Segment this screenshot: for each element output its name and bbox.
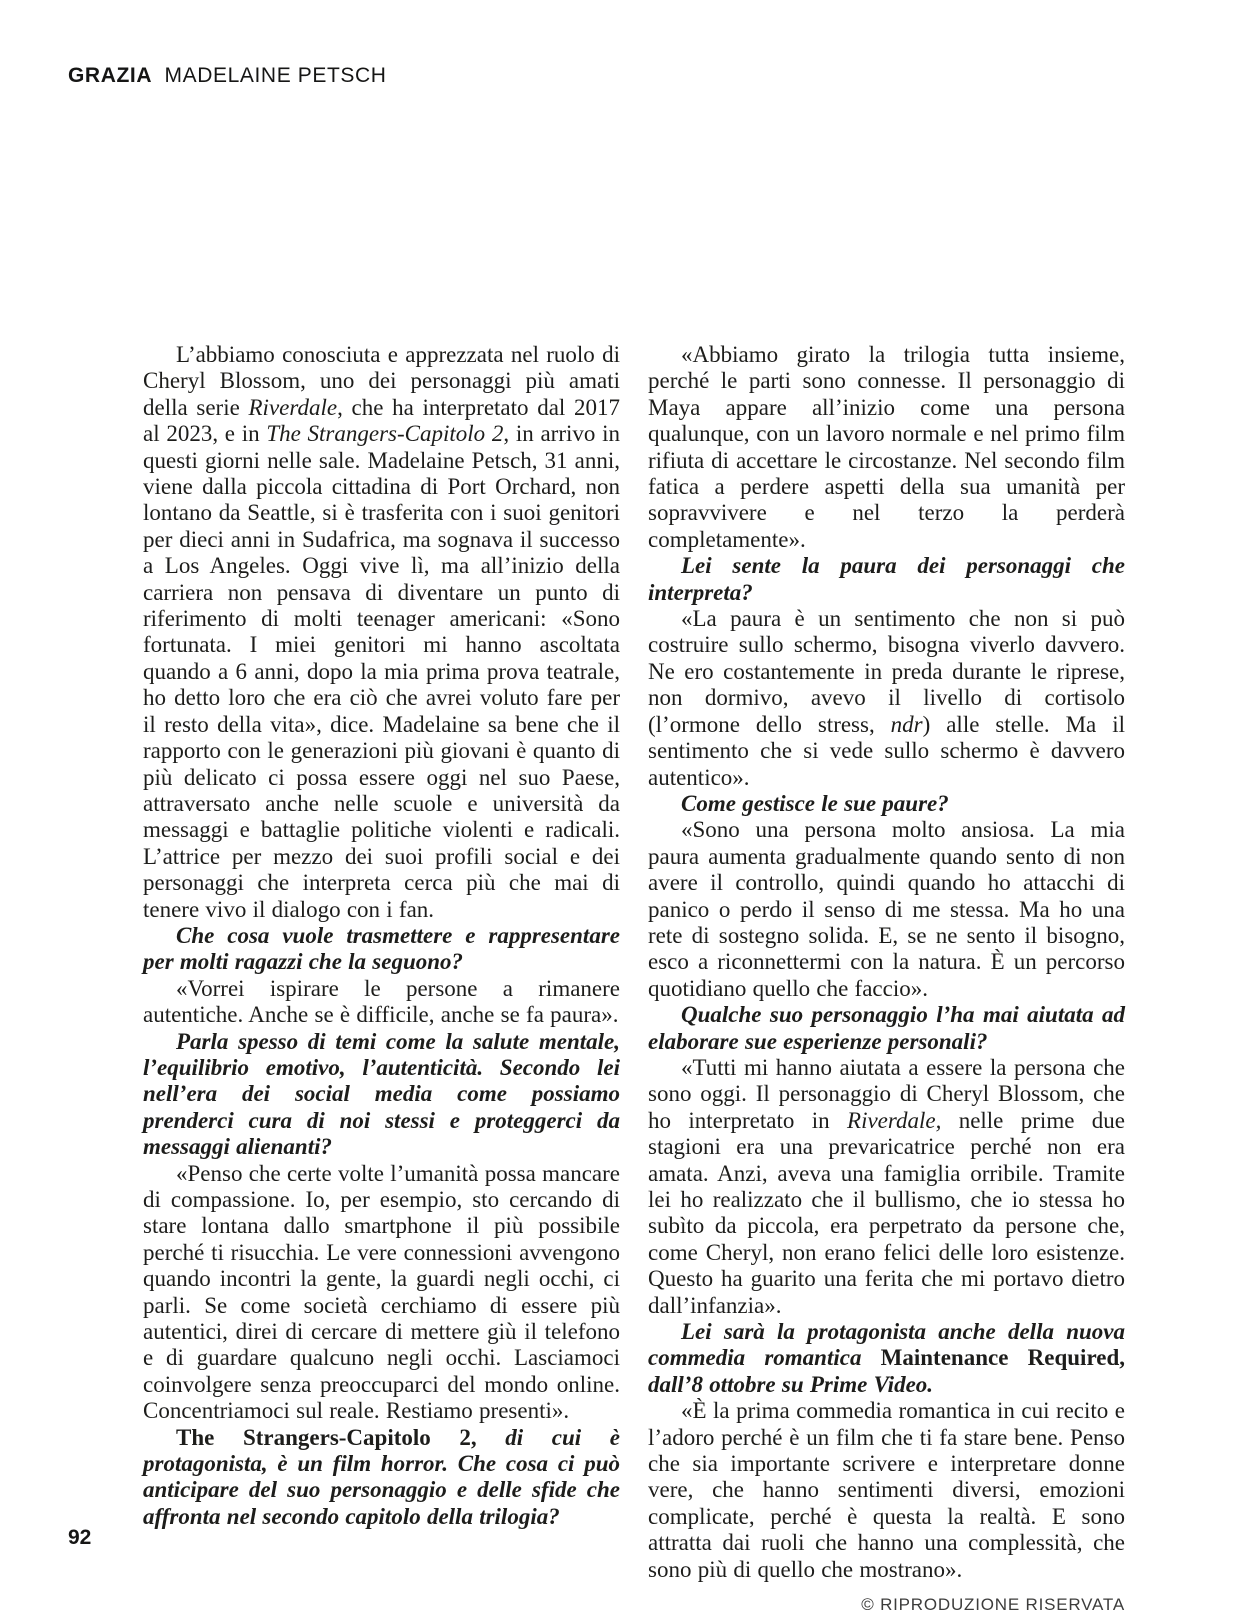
article-paragraph: «Tutti mi hanno aiutata a essere la persona che sono oggi. Il personaggio di Cheryl Blossom, che ho interpretato in Riverdale, nelle prime due stagioni era una prevaricatrice perché non era amata. Anzi, aveva una famiglia orribile. Tramite lei ho realizzato che il bullismo, che io stessa ho subìto da piccola, era perpetrato da persone che, come Cheryl, non erano felici delle loro esistenze. Questo ha guarito una ferita che mi portavo dietro dall’infanzia». <box>648 1054 1125 1318</box>
interview-question: The Strangers-Capitolo 2, di cui è protagonista, è un film horror. Che cosa ci può anticipare del suo personaggio e delle sfide che affronta nel secondo capitolo della trilogia? <box>143 1424 620 1529</box>
magazine-header <box>68 64 387 88</box>
magazine-brand: GRAZIA <box>68 64 153 87</box>
page-number: 92 <box>68 1526 92 1549</box>
interview-question: Lei sente la paura dei personaggi che interpreta? <box>648 553 1125 605</box>
copyright-credit: © RIPRODUZIONE RISERVATA <box>861 1595 1125 1615</box>
article-subject-title: MADELAINE PETSCH <box>164 64 387 87</box>
article-paragraph: «È la prima commedia romantica in cui recito e l’adoro perché è un film che ti fa stare bene. Penso che sia importante scrivere e interpretare donne vere, che hanno sentimenti diversi, emozioni complicate, perché è questa la realtà. E sono attratta dai ruoli che hanno una complessità, che sono più di quello che mostrano». <box>648 1398 1125 1582</box>
article-paragraph: «Abbiamo girato la trilogia tutta insieme, perché le parti sono connesse. Il personaggio di Maya appare all’inizio come una persona qualunque, con un lavoro normale e nel primo film rifiuta di accettare le circostanze. Nel secondo film fatica a perdere aspetti della sua umanità per sopravvivere e nel terzo la perderà completamente». <box>648 342 1125 552</box>
right-column <box>648 342 1125 1615</box>
interview-question: Parla spesso di temi come la salute mentale, l’equilibrio emotivo, l’autenticità. Secondo lei nell’era dei social media come possiamo prenderci cura di noi stessi e proteggerci da messaggi alienanti? <box>143 1028 620 1160</box>
interview-question: Lei sarà la protagonista anche della nuova commedia romantica Maintenance Required, dall’8 ottobre su Prime Video. <box>648 1319 1125 1397</box>
article-paragraph: «Penso che certe volte l’umanità possa mancare di compassione. Io, per esempio, sto cercando di stare lontana dallo smartphone il più possibile perché ti risucchia. Le vere connessioni avvengono quando incontri la gente, la guardi negli occhi, ci parli. Se come società cerchiamo di essere più autentici, direi di cercare di mettere giù il telefono e di guardare qualcuno negli occhi. Lasciamoci coinvolgere senza preoccuparci del mondo online. Concentriamoci sul reale. Restiamo presenti». <box>143 1160 620 1424</box>
article-paragraph: «La paura è un sentimento che non si può costruire sullo schermo, bisogna viverlo davvero. Ne ero costantemente in preda durante le riprese, non dormivo, avevo il livello di cortisolo (l’ormone dello stress, ndr) alle stelle. Ma il sentimento che si vede sullo schermo è davvero autentico». <box>648 606 1125 790</box>
interview-question: Come gestisce le sue paure? <box>681 790 949 816</box>
interview-question: Che cosa vuole trasmettere e rappresentare per molti ragazzi che la seguono? <box>143 922 620 975</box>
article-paragraph: «Sono una persona molto ansiosa. La mia paura aumenta gradualmente quando sento di non avere il controllo, quindi quando ho attacchi di panico o perdo il senso di me stessa. Ma ho una rete di sostegno solida. E, se ne sento il bisogno, esco a riconnettermi con la natura. È un percorso quotidiano quello che faccio». <box>648 817 1125 1001</box>
left-column <box>143 342 620 1615</box>
article-body <box>143 342 1125 1615</box>
article-paragraph: L’abbiamo conosciuta e apprezzata nel ruolo di Cheryl Blossom, uno dei personaggi più amati della serie Riverdale, che ha interpretato dal 2017 al 2023, e in The Strangers-Capitolo 2, in arrivo in questi giorni nelle sale. Madelaine Petsch, 31 anni, viene dalla piccola cittadina di Port Orchard, non lontano da Seattle, si è trasferita con i suoi genitori per dieci anni in Sudafrica, ma sognava il successo a Los Angeles. Oggi vive lì, ma all’inizio della carriera non pensava di diventare un punto di riferimento di molti teenager americani: «Sono fortunata. I miei genitori mi hanno ascoltata quando a 6 anni, dopo la mia prima prova teatrale, ho detto loro che era ciò che avrei voluto fare per il resto della vita», dice. Madelaine sa bene che il rapporto con le generazioni più giovani è quanto di più delicato ci possa essere oggi nel suo Paese, attraversato anche nelle scuole e università da messaggi e battaglie politiche violenti e radicali. L’attrice per mezzo dei suoi profili social e dei personaggi che interpreta cerca più che mai di tenere vivo il dialogo con i fan. <box>143 342 620 922</box>
article-paragraph: «Vorrei ispirare le persone a rimanere autentiche. Anche se è difficile, anche se fa paura». <box>143 975 620 1028</box>
interview-question: Qualche suo personaggio l’ha mai aiutata ad elaborare sue esperienze personali? <box>648 1002 1125 1054</box>
